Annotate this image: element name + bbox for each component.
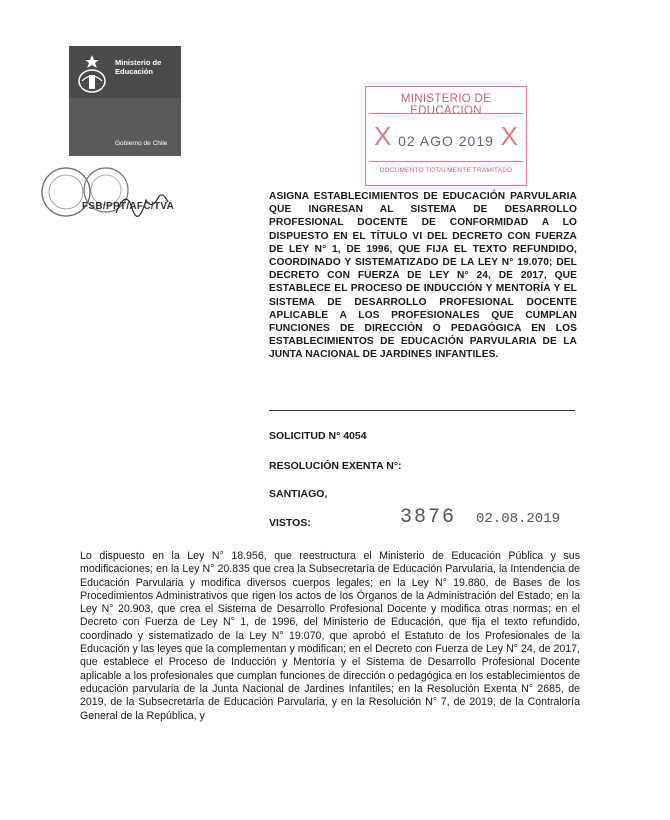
logo-ministry-text: Ministerio de Educación xyxy=(115,58,162,76)
stamp-divider xyxy=(369,113,523,114)
stamp-date: 02 AGO 2019 xyxy=(398,133,494,149)
coat-of-arms-icon xyxy=(72,51,112,97)
stamp-divider xyxy=(369,161,523,162)
santiago-label: SANTIAGO, xyxy=(269,488,328,500)
stamp-x-right: X xyxy=(500,121,518,151)
resolution-date: 02.08.2019 xyxy=(476,511,561,527)
stamp-footer: DOCUMENTO TOTALMENTE TRAMITADO xyxy=(379,167,513,174)
stamp-x-left: X xyxy=(374,121,392,151)
ministry-logo xyxy=(69,46,181,156)
stamp-title: MINISTERIO DE EDUCACION xyxy=(400,93,492,117)
vistos-label: VISTOS: xyxy=(269,517,311,529)
document-title: ASIGNA ESTABLECIMIENTOS DE EDUCACIÓN PARVULARIA QUE INGRESAN AL SISTEMA DE DESARROLLO PROFESIONAL DOCENTE DE CONFORMIDAD A LO DISPUESTO EN EL TÍTULO VI DEL DECRETO CON FUERZA DE LEY N° 1, DE 1996, QUE FIJA EL TEXTO REFUNDIDO, COORDINADO Y SISTEMATIZADO DE LA LEY N° 19.070; DEL DECRETO CON FUERZA DE LEY N° 24, DE 2017, QUE ESTABLECE EL PROCESO DE INDUCCIÓN Y MENTORÍA Y EL SISTEMA DE DESARROLLO PROFESIONAL DOCENTE APLICABLE A LOS PROFESIONALES QUE CUMPLAN FUNCIONES DE DIRECCIÓN O PEDAGÓGICA EN LOS ESTABLECIMIENTOS DE EDUCACIÓN PARVULARIA DE LA JUNTA NACIONAL DE JARDINES INFANTILES. xyxy=(269,191,577,361)
reference-code: FSB/PPT/AFC/TVA xyxy=(82,201,175,212)
vistos-body: Lo dispuesto en la Ley N° 18.956, que reestructura el Ministerio de Educación Pública y sus modificaciones; en la Ley N° 20.835 que crea la Subsecretaría de Educación Parvularia, la Intendencia de Educación Parvularia y modifica diversos cuerpos legales; en la Ley N° 19.880, de Bases de los Procedimientos Administrativos que rigen los actos de los Órganos de la Administración del Estado; en la Ley N° 20.903, que crea el Sistema de Desarrollo Profesional Docente y modifica otras normas; en el Decreto con Fuerza de Ley N° 1, de 1996, del Ministerio de Educación, que fija el texto refundido, coordinado y sistematizado de la Ley N° 19.070, que aprobó el Estatuto de los Profesionales de la Educación y las leyes que la complementan y modifican; en el Decreto con Fuerza de Ley N° 24, de 2017, que establece el Proceso de Inducción y Mentoría y el Sistema de Desarrollo Profesional Docente aplicable a los profesionales que cumplan funciones de dirección o pedagógica en los establecimientos de educación parvularia de la Junta Nacional de Jardines Infantiles; en la Resolución Exenta N° 2685, de 2019, de la Subsecretaría de Educación Parvularia, y en la Resolución N° 7, de 2019, de la Contraloría General de la República, y xyxy=(80,550,580,722)
received-stamp xyxy=(365,86,527,186)
resolution-number: 3876 xyxy=(400,506,457,529)
resolucion-label: RESOLUCIÓN EXENTA N°: xyxy=(269,460,402,472)
solicitud-number: SOLICITUD N° 4054 xyxy=(269,430,367,442)
logo-government-text: Gobierno de Chile xyxy=(115,140,168,147)
title-underline xyxy=(269,410,575,411)
